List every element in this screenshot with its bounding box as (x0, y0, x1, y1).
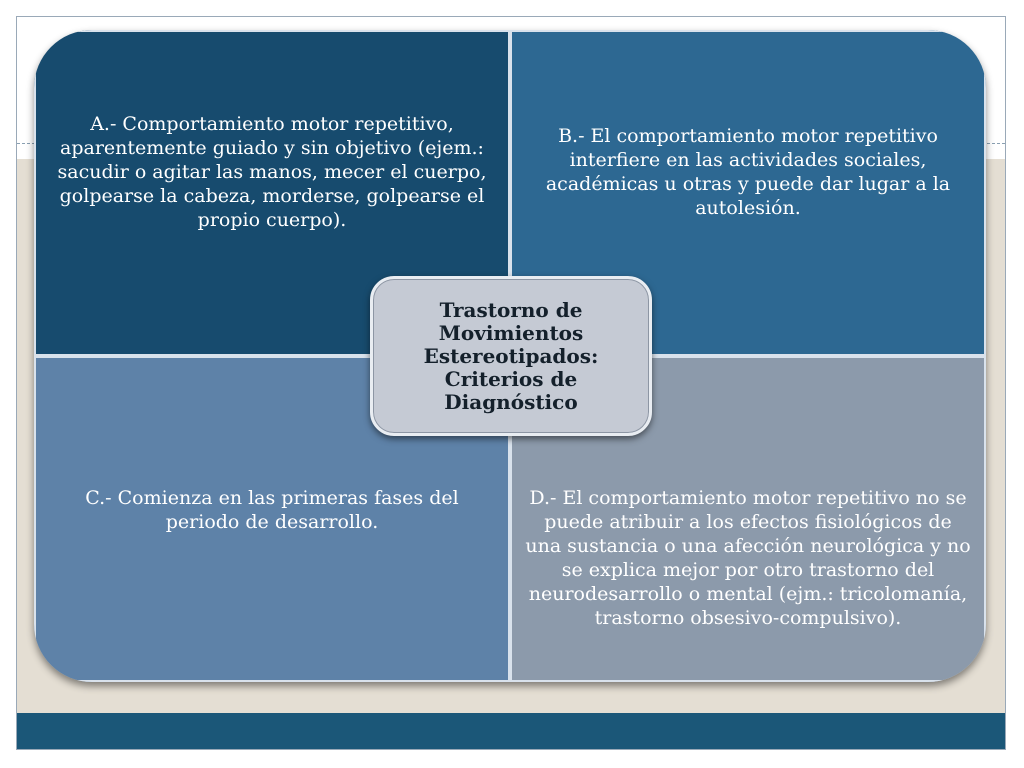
diagnosis-title-box (370, 276, 652, 436)
criterion-c-text: C.- Comienza en las primeras fases del periodo de desarrollo. (85, 487, 459, 533)
criterion-a-text: A.- Comportamiento motor repetitivo, aparentemente guiado y sin objetivo (ejem.: sacudir o agitar las manos, mecer el cuerpo, golpearse la cabeza, morderse, golpearse el propio cuerpo). (57, 113, 487, 231)
criterion-b-text: B.- El comportamiento motor repetitivo interfiere en las actividades sociales, académicas u otras y puede dar lugar a la autolesión. (545, 125, 951, 219)
criterion-d-text: D.- El comportamiento motor repetitivo no se puede atribuir a los efectos fisiológicos de una sustancia o una afección neurológica y no se explica mejor por otro trastorno del neurodesarrollo o mental (ejm.: tricolomanía, trastorno obsesivo-compulsivo). (525, 487, 971, 629)
footer-bar (17, 713, 1005, 749)
diagram-title: Trastorno de Movimientos Estereotipados: Criterios de Diagnóstico (423, 297, 599, 414)
